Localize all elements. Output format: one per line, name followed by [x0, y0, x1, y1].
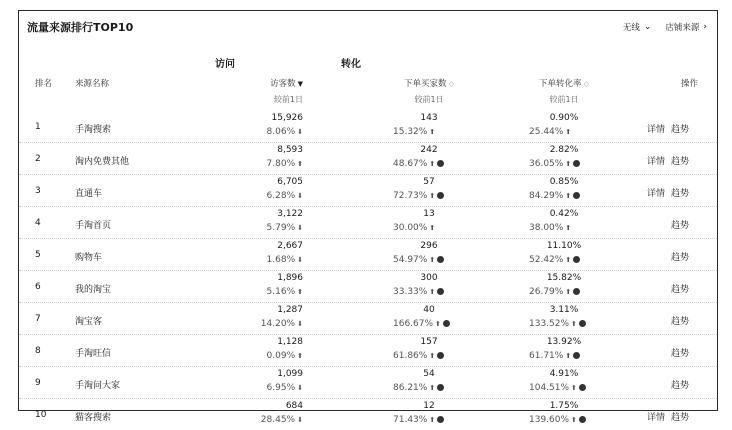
- source-name: 购物车: [75, 253, 103, 263]
- visitors-value: 1,128: [277, 337, 303, 347]
- header-visitors[interactable]: [245, 77, 303, 105]
- info-icon[interactable]: [573, 192, 580, 199]
- visitors-change: [267, 191, 303, 201]
- info-icon[interactable]: [573, 288, 580, 295]
- table-row: [19, 302, 717, 334]
- sort-icon: ◇: [583, 80, 589, 88]
- arrow-up-icon: ⬆: [297, 288, 303, 296]
- conversion-cell: [529, 111, 599, 142]
- arrow-up-icon: ⬆: [565, 160, 572, 168]
- header-visitors-label: 访客数: [270, 79, 296, 89]
- buyers-cell: [393, 367, 459, 398]
- header-buyers-label: 下单买家数: [404, 79, 447, 89]
- device-filter-label: 无线: [622, 23, 640, 33]
- visitors-change: [267, 351, 303, 361]
- row-actions: [647, 346, 689, 359]
- table-row: [19, 111, 717, 142]
- visitors-cell: [245, 399, 303, 430]
- conversion-change-value: 25.44%: [529, 127, 564, 137]
- rank: 8: [35, 346, 41, 356]
- buyers-cell: [393, 335, 459, 366]
- source-name: 直通车: [75, 189, 103, 199]
- device-filter-dropdown[interactable]: [623, 21, 652, 33]
- rank: 5: [35, 250, 41, 260]
- visitors-change: [261, 415, 303, 425]
- conversion-change: [529, 319, 586, 329]
- source-name: 手淘搜索: [75, 125, 112, 135]
- header-action: 操作: [681, 79, 699, 89]
- conversion-value: 0.90%: [549, 113, 579, 123]
- visitors-change-value: 1.68%: [266, 255, 296, 265]
- row-actions: [647, 250, 689, 263]
- buyers-value: 12: [423, 401, 435, 411]
- buyers-cell: [393, 303, 459, 334]
- conversion-change: [529, 223, 571, 233]
- arrow-up-icon: ⬆: [297, 160, 303, 168]
- visitors-value: 6,705: [277, 177, 303, 187]
- buyers-change-value: 54.97%: [393, 255, 428, 265]
- buyers-change-value: 15.32%: [393, 127, 428, 137]
- buyers-change-value: 61.86%: [393, 351, 428, 361]
- panel-controls: [623, 21, 707, 33]
- arrow-down-icon: ⬇: [297, 416, 303, 424]
- info-icon[interactable]: [579, 384, 586, 391]
- visitors-cell: [245, 111, 303, 142]
- conversion-change-value: 36.05%: [529, 159, 564, 169]
- row-actions: [647, 314, 689, 327]
- arrow-down-icon: ⬇: [297, 192, 303, 200]
- visitors-value: 3,122: [277, 209, 303, 219]
- visitors-change: [267, 287, 303, 297]
- buyers-change: [393, 415, 444, 425]
- arrow-up-icon: ⬆: [429, 416, 436, 424]
- buyers-cell: [393, 207, 459, 238]
- row-actions: [647, 282, 689, 295]
- conversion-cell: [529, 239, 599, 270]
- sort-desc-icon: ▼: [297, 80, 303, 88]
- source-name: 手淘旺信: [75, 349, 112, 359]
- buyers-change: [393, 255, 444, 265]
- panel-title: 流量来源排行TOP10: [27, 21, 134, 34]
- visitors-change: [267, 223, 303, 233]
- conversion-change: [529, 351, 580, 361]
- conversion-cell: [529, 367, 599, 398]
- visitors-change-value: 5.79%: [266, 223, 296, 233]
- source-name: 手淘首页: [75, 221, 112, 231]
- visitors-change-value: 6.28%: [266, 191, 296, 201]
- group-visit-label: 访问: [215, 59, 235, 70]
- source-name: 手淘问大家: [75, 381, 121, 391]
- info-icon[interactable]: [579, 320, 586, 327]
- detail-link[interactable]: 详情: [647, 157, 666, 167]
- conversion-value: 0.85%: [549, 177, 579, 187]
- buyers-value: 54: [423, 369, 435, 379]
- visitors-value: 684: [285, 401, 303, 411]
- visitors-cell: [245, 271, 303, 302]
- arrow-up-icon: ⬆: [565, 288, 572, 296]
- table-row: [19, 174, 717, 206]
- visitors-cell: [245, 175, 303, 206]
- arrow-down-icon: ⬇: [297, 384, 303, 392]
- conversion-cell: [529, 143, 599, 174]
- visitors-change-value: 28.45%: [260, 415, 296, 425]
- trend-link[interactable]: 趋势: [671, 221, 690, 231]
- group-convert-label: 转化: [341, 59, 361, 70]
- chevron-down-icon: ⌄: [643, 21, 652, 32]
- buyers-change: [393, 191, 444, 201]
- sort-icon: ◇: [448, 80, 454, 88]
- arrow-down-icon: ⬇: [297, 256, 303, 264]
- visitors-change-value: 0.09%: [266, 351, 296, 361]
- visitors-cell: [245, 335, 303, 366]
- arrow-up-icon: ⬆: [429, 192, 436, 200]
- visitors-value: 1,099: [277, 369, 303, 379]
- row-actions: [647, 378, 689, 391]
- buyers-value: 157: [420, 337, 438, 347]
- conversion-change: [529, 383, 586, 393]
- info-icon[interactable]: [437, 256, 444, 263]
- buyers-cell: [393, 239, 459, 270]
- table-row: [19, 366, 717, 398]
- arrow-up-icon: ⬆: [565, 352, 572, 360]
- arrow-up-icon: ⬆: [435, 320, 441, 328]
- source-name: 猫客搜索: [75, 413, 112, 423]
- buyers-cell: [393, 111, 459, 142]
- buyers-change-value: 33.33%: [393, 287, 428, 297]
- arrow-up-icon: ⬆: [429, 352, 436, 360]
- trend-link[interactable]: 趋势: [671, 349, 690, 359]
- trend-link[interactable]: 趋势: [671, 381, 690, 391]
- conversion-cell: [529, 207, 599, 238]
- conversion-change: [529, 415, 586, 425]
- conversion-value: 15.82%: [546, 273, 582, 283]
- arrow-up-icon: ⬆: [429, 256, 436, 264]
- visitors-value: 1,896: [277, 273, 303, 283]
- table-row: [19, 206, 717, 238]
- buyers-change: [393, 223, 435, 233]
- row-actions: [647, 154, 689, 167]
- buyers-change: [393, 319, 450, 329]
- visitors-change-value: 6.95%: [266, 383, 296, 393]
- conversion-cell: [529, 175, 599, 206]
- arrow-up-icon: ⬆: [429, 384, 436, 392]
- visitors-change: [267, 127, 303, 137]
- buyers-cell: [393, 399, 459, 430]
- table-row: [19, 398, 717, 430]
- visitors-cell: [245, 143, 303, 174]
- trend-link[interactable]: 趋势: [671, 125, 690, 135]
- visitors-change-value: 5.16%: [266, 287, 296, 297]
- buyers-change-value: 72.73%: [393, 191, 428, 201]
- conversion-change-value: 139.60%: [529, 415, 570, 425]
- rank: 10: [35, 410, 47, 420]
- arrow-down-icon: ⬇: [297, 224, 303, 232]
- conversion-cell: [529, 303, 599, 334]
- conversion-value: 4.91%: [549, 369, 579, 379]
- conversion-value: 0.42%: [549, 209, 579, 219]
- header-rank: 排名: [35, 79, 53, 89]
- rank: 1: [35, 122, 41, 132]
- conversion-value: 2.82%: [549, 145, 579, 155]
- header-conversion[interactable]: [529, 77, 599, 105]
- buyers-value: 143: [420, 113, 438, 123]
- trend-link[interactable]: 趋势: [671, 413, 690, 423]
- conversion-change-value: 84.29%: [529, 191, 564, 201]
- arrow-up-icon: ⬆: [565, 192, 572, 200]
- visitors-cell: [245, 303, 303, 334]
- header-visitors-compare: 较前1日: [273, 95, 303, 104]
- header-conversion-label: 下单转化率: [539, 79, 582, 89]
- buyers-change: [393, 287, 444, 297]
- detail-link[interactable]: 详情: [647, 125, 666, 135]
- visitors-cell: [245, 367, 303, 398]
- arrow-up-icon: ⬆: [565, 256, 572, 264]
- arrow-up-icon: ⬆: [429, 224, 436, 232]
- store-source-label: 店铺来源: [665, 23, 700, 33]
- conversion-change-value: 104.51%: [529, 383, 570, 393]
- buyers-value: 13: [423, 209, 435, 219]
- buyers-value: 57: [423, 177, 435, 187]
- source-name: 淘宝客: [75, 317, 103, 327]
- traffic-source-panel: [18, 10, 718, 425]
- conversion-change: [529, 127, 571, 137]
- arrow-up-icon: ⬆: [429, 128, 436, 136]
- buyers-change-value: 30.00%: [393, 223, 428, 233]
- row-actions: [647, 410, 689, 423]
- chevron-right-icon: ›: [703, 21, 707, 32]
- table-row: [19, 334, 717, 366]
- visitors-change: [267, 159, 303, 169]
- arrow-up-icon: ⬆: [429, 288, 436, 296]
- info-icon[interactable]: [579, 416, 586, 423]
- buyers-value: 242: [420, 145, 438, 155]
- source-name: 淘内免费其他: [75, 157, 130, 167]
- trend-link[interactable]: 趋势: [671, 253, 690, 263]
- buyers-value: 40: [423, 305, 435, 315]
- visitors-cell: [245, 239, 303, 270]
- conversion-value: 3.11%: [549, 305, 579, 315]
- row-actions: [647, 186, 689, 199]
- arrow-up-icon: ⬆: [565, 224, 572, 232]
- trend-link[interactable]: 趋势: [671, 189, 690, 199]
- header-buyers[interactable]: [399, 77, 459, 105]
- row-actions: [647, 218, 689, 231]
- buyers-value: 296: [420, 241, 438, 251]
- info-icon[interactable]: [437, 160, 444, 167]
- conversion-change: [529, 159, 580, 169]
- conversion-value: 11.10%: [546, 241, 582, 251]
- trend-link[interactable]: 趋势: [671, 285, 690, 295]
- arrow-down-icon: ⬇: [297, 128, 303, 136]
- conversion-change: [529, 191, 580, 201]
- visitors-value: 1,287: [277, 305, 303, 315]
- source-table-body: [19, 111, 717, 430]
- visitors-change: [267, 383, 303, 393]
- info-icon[interactable]: [573, 352, 580, 359]
- conversion-value: 13.92%: [546, 337, 582, 347]
- row-actions: [647, 122, 689, 135]
- buyers-change: [393, 159, 444, 169]
- conversion-change-value: 38.00%: [529, 223, 564, 233]
- buyers-change-value: 86.21%: [393, 383, 428, 393]
- arrow-up-icon: ⬆: [571, 320, 577, 328]
- visitors-change-value: 8.06%: [266, 127, 296, 137]
- trend-link[interactable]: 趋势: [671, 157, 690, 167]
- conversion-change-value: 61.71%: [529, 351, 564, 361]
- info-icon[interactable]: [437, 384, 444, 391]
- rank: 3: [35, 186, 41, 196]
- info-icon[interactable]: [573, 256, 580, 263]
- conversion-cell: [529, 271, 599, 302]
- arrow-up-icon: ⬆: [429, 160, 436, 168]
- rank: 6: [35, 282, 41, 292]
- arrow-up-icon: ⬆: [297, 352, 303, 360]
- conversion-change-value: 133.52%: [529, 319, 570, 329]
- visitors-change-value: 7.80%: [266, 159, 296, 169]
- rank: 2: [35, 154, 41, 164]
- buyers-change-value: 166.67%: [393, 319, 434, 329]
- conversion-cell: [529, 399, 599, 430]
- detail-link[interactable]: 详情: [647, 189, 666, 199]
- buyers-change: [393, 383, 444, 393]
- visitors-change: [261, 319, 303, 329]
- conversion-value: 1.75%: [549, 401, 579, 411]
- store-source-link[interactable]: [665, 21, 707, 33]
- buyers-cell: [393, 175, 459, 206]
- arrow-up-icon: ⬆: [565, 128, 572, 136]
- visitors-change-value: 14.20%: [260, 319, 296, 329]
- visitors-value: 8,593: [277, 145, 303, 155]
- info-icon[interactable]: [443, 320, 450, 327]
- arrow-down-icon: ⬇: [297, 320, 303, 328]
- conversion-change: [529, 255, 580, 265]
- buyers-value: 300: [420, 273, 438, 283]
- info-icon[interactable]: [437, 288, 444, 295]
- rank: 4: [35, 218, 41, 228]
- visitors-cell: [245, 207, 303, 238]
- detail-link[interactable]: 详情: [647, 413, 666, 423]
- buyers-change-value: 71.43%: [393, 415, 428, 425]
- buyers-change: [393, 127, 435, 137]
- visitors-value: 15,926: [271, 113, 303, 123]
- rank: 7: [35, 314, 41, 324]
- visitors-value: 2,667: [277, 241, 303, 251]
- source-name: 我的淘宝: [75, 285, 112, 295]
- trend-link[interactable]: 趋势: [671, 317, 690, 327]
- info-icon[interactable]: [437, 416, 444, 423]
- arrow-up-icon: ⬆: [571, 416, 577, 424]
- rank: 9: [35, 378, 41, 388]
- buyers-cell: [393, 271, 459, 302]
- table-row: [19, 142, 717, 174]
- info-icon[interactable]: [437, 192, 444, 199]
- table-row: [19, 238, 717, 270]
- buyers-cell: [393, 143, 459, 174]
- buyers-change-value: 48.67%: [393, 159, 428, 169]
- visitors-change: [267, 255, 303, 265]
- conversion-change: [529, 287, 580, 297]
- conversion-change-value: 26.79%: [529, 287, 564, 297]
- conversion-change-value: 52.42%: [529, 255, 564, 265]
- buyers-change: [393, 351, 444, 361]
- arrow-up-icon: ⬆: [571, 384, 577, 392]
- header-source: 来源名称: [75, 79, 110, 89]
- header-conversion-compare: 较前1日: [549, 95, 579, 104]
- conversion-cell: [529, 335, 599, 366]
- info-icon[interactable]: [573, 160, 580, 167]
- header-buyers-compare: 较前1日: [414, 95, 444, 104]
- info-icon[interactable]: [437, 352, 444, 359]
- table-row: [19, 270, 717, 302]
